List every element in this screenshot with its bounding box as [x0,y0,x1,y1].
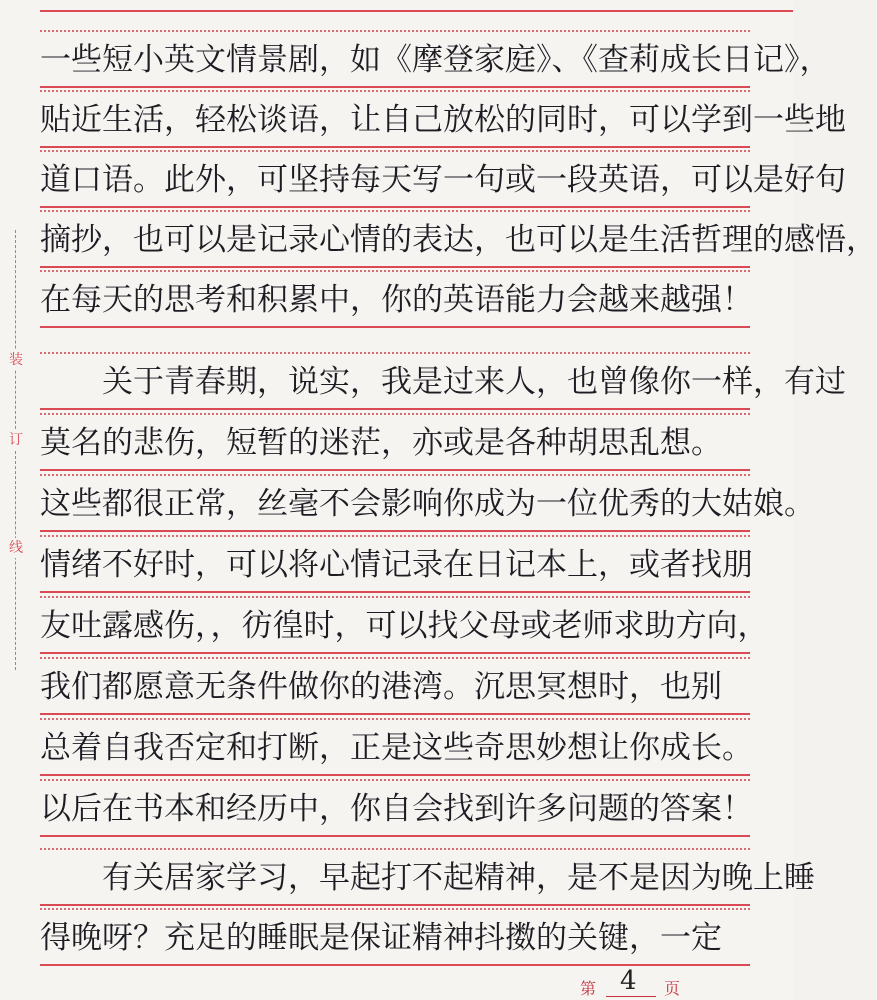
page-label-prefix: 第 [580,979,597,998]
top-rule [40,10,793,12]
line-text: 得晚呀？充足的睡眠是保证精神抖擞的关键，一定 [40,920,722,956]
line-text: 这些都很正常，丝毫不会影响你成为一位优秀的大姑娘。 [40,486,815,522]
line-text: 关于青春期，说实，我是过来人，也曾像你一样，有过 [40,364,846,400]
text-line [40,657,750,715]
text-line [40,779,753,837]
line-text: 以后在书本和经历中，你自会找到许多问题的答案！ [40,791,753,827]
line-text: 在每天的思考和积累中，你的英语能力会越来越强！ [40,282,753,318]
binding-line [15,230,16,670]
binding-mark-ding: 订 [6,430,26,450]
line-text: 道口语。此外，可坚持每天写一句或一段英语，可以是好句 [40,162,846,198]
binding-margin [6,230,26,670]
text-line [40,718,753,776]
text-line [40,413,750,471]
line-text: 摘抄，也可以是记录心情的表达，也可以是生活哲理的感悟， [40,222,877,258]
text-line [40,210,877,268]
text-line [40,30,831,88]
page-number: 4 [620,966,637,996]
text-line [40,908,750,966]
line-text: 我们都愿意无条件做你的港湾。沉思冥想时，也别 [40,669,722,705]
text-line [40,90,846,148]
line-text: 有关居家学习，早起打不起精神，是不是因为晚上睡 [40,860,815,896]
page-number-rule [606,996,656,997]
text-line [40,474,815,532]
text-line [40,352,846,410]
line-text: 贴近生活，轻松谈语，让自己放松的同时，可以学到一些地 [40,102,846,138]
text-line [40,848,815,906]
binding-mark-xian: 线 [6,538,26,558]
binding-mark-zhuang: 装 [6,350,26,370]
text-line [40,596,769,654]
text-line [40,270,753,328]
page-label-suffix: 页 [664,979,681,998]
text-line [40,535,753,593]
text-line [40,150,846,208]
line-text: 总着自我否定和打断，正是这些奇思妙想让你成长。 [40,730,753,766]
line-text: 莫名的悲伤，短暂的迷茫，亦或是各种胡思乱想。 [40,425,722,461]
line-text: 一些短小英文情景剧，如《摩登家庭》、《查莉成长日记》， [40,42,831,78]
line-text: 友吐露感伤，，彷徨时，可以找父母或老师求助方向， [40,608,769,644]
line-text: 情绪不好时，可以将心情记录在日记本上，或者找朋 [40,547,753,583]
